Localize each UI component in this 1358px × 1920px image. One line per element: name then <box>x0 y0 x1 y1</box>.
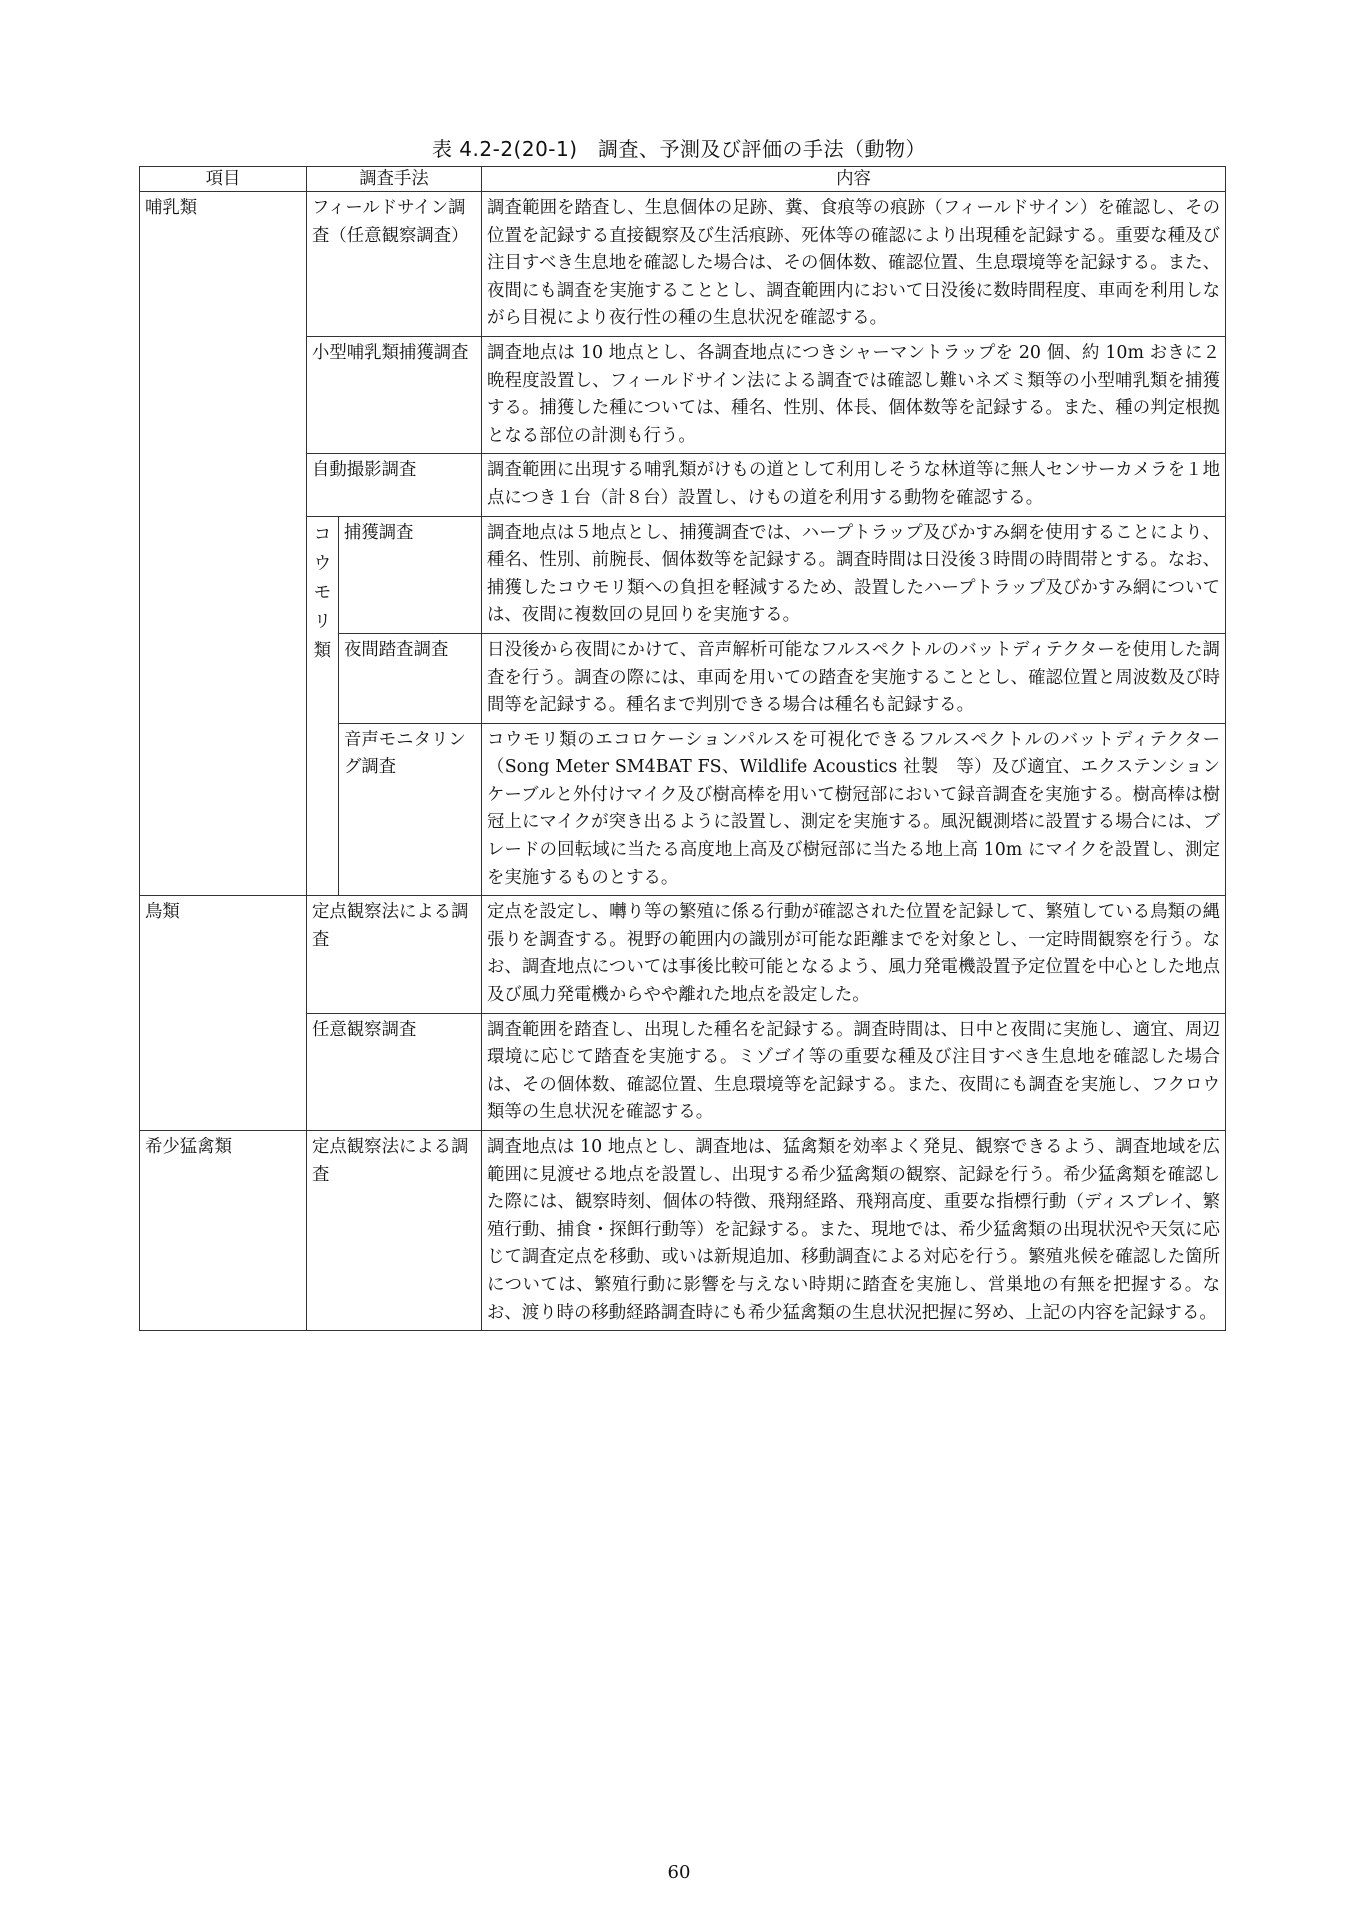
table-row <box>140 1131 1226 1331</box>
header-item: 項目 <box>140 167 307 192</box>
method-cell: 捕獲調査 <box>339 516 482 633</box>
method-cell: 自動撮影調査 <box>307 454 482 516</box>
method-cell: 任意観察調査 <box>307 1013 482 1130</box>
content-cell: 調査地点は５地点とし、捕獲調査では、ハープトラップ及びかすみ網を使用することにより、種名、性別、前腕長、個体数等を記録する。調査時間は日没後３時間の時間帯とする。なお、捕獲したコウモリ類への負担を軽減するため、設置したハープトラップ及びかすみ網については、夜間に複数回の見回りを実施する。 <box>482 516 1226 633</box>
method-cell: 定点観察法による調査 <box>307 896 482 1013</box>
page-number: 60 <box>667 1862 691 1883</box>
content-cell: 日没後から夜間にかけて、音声解析可能なフルスペクトルのバットディテクターを使用した調査を行う。調査の際には、車両を用いての踏査を実施することとし、確認位置と周波数及び時間等を記録する。種名まで判別できる場合は種名も記録する。 <box>482 633 1226 723</box>
header-content: 内容 <box>482 167 1226 192</box>
bat-group-label <box>307 516 339 896</box>
item-mammals: 哺乳類 <box>140 192 307 896</box>
content-cell: コウモリ類のエコロケーションパルスを可視化できるフルスペクトルのバットディテクター（Song Meter SM4BAT FS、Wildlife Acoustics 社製 等）及び適宜、エクステンションケーブルと外付けマイク及び樹高棒を用いて樹冠部において録音調査を実施する。樹高棒は樹冠上にマイクが突き出るように設置し、測定を実施する。風況観測塔に設置する場合には、ブレードの回転域に当たる高度地上高及び樹冠部に当たる地上高 10m にマイクを設置し、測定を実施するものとする。 <box>482 723 1226 896</box>
table-row <box>140 192 1226 337</box>
item-birds: 鳥類 <box>140 896 307 1131</box>
method-cell: 小型哺乳類捕獲調査 <box>307 336 482 453</box>
table-row <box>140 896 1226 1013</box>
method-cell: 音声モニタリング調査 <box>339 723 482 896</box>
header-row <box>140 167 1226 192</box>
header-method: 調査手法 <box>307 167 482 192</box>
method-cell: 定点観察法による調査 <box>307 1131 482 1331</box>
content-cell: 調査範囲に出現する哺乳類がけもの道として利用しそうな林道等に無人センサーカメラを１地点につき１台（計８台）設置し、けもの道を利用する動物を確認する。 <box>482 454 1226 516</box>
content-cell: 調査範囲を踏査し、出現した種名を記録する。調査時間は、日中と夜間に実施し、適宜、周辺環境に応じて踏査を実施する。ミゾゴイ等の重要な種及び注目すべき生息地を確認した場合は、その個体数、確認位置、生息環境等を記録する。また、夜間にも調査を実施し、フクロウ類等の生息状況を確認する。 <box>482 1013 1226 1130</box>
bat-group-text: コウモリ類 <box>313 524 332 661</box>
table-title: 表 4.2-2(20-1) 調査、予測及び評価の手法（動物） <box>431 137 927 161</box>
method-cell: フィールドサイン調査（任意観察調査） <box>307 192 482 337</box>
methods-table <box>139 166 1226 1331</box>
item-raptors: 希少猛禽類 <box>140 1131 307 1331</box>
content-cell: 調査地点は 10 地点とし、調査地は、猛禽類を効率よく発見、観察できるよう、調査地域を広範囲に見渡せる地点を設置し、出現する希少猛禽類の観察、記録を行う。希少猛禽類を確認した際には、観察時刻、個体の特徴、飛翔経路、飛翔高度、重要な指標行動（ディスプレイ、繁殖行動、捕食・探餌行動等）を記録する。また、現地では、希少猛禽類の出現状況や天気に応じて調査定点を移動、或いは新規追加、移動調査による対応を行う。繁殖兆候を確認した箇所については、繁殖行動に影響を与えない時期に踏査を実施し、営巣地の有無を把握する。なお、渡り時の移動経路調査時にも希少猛禽類の生息状況把握に努め、上記の内容を記録する。 <box>482 1131 1226 1331</box>
method-cell: 夜間踏査調査 <box>339 633 482 723</box>
content-cell: 調査地点は 10 地点とし、各調査地点につきシャーマントラップを 20 個、約 10m おきに２晩程度設置し、フィールドサイン法による調査では確認し難いネズミ類等の小型哺乳類を捕獲する。捕獲した種については、種名、性別、体長、個体数等を記録する。また、種の判定根拠となる部位の計測も行う。 <box>482 336 1226 453</box>
content-cell: 定点を設定し、囀り等の繁殖に係る行動が確認された位置を記録して、繁殖している鳥類の縄張りを調査する。視野の範囲内の識別が可能な距離までを対象とし、一定時間観察を行う。なお、調査地点については事後比較可能となるよう、風力発電機設置予定位置を中心とした地点及び風力発電機からやや離れた地点を設定した。 <box>482 896 1226 1013</box>
content-cell: 調査範囲を踏査し、生息個体の足跡、糞、食痕等の痕跡（フィールドサイン）を確認し、その位置を記録する直接観察及び生活痕跡、死体等の確認により出現種を記録する。重要な種及び注目すべき生息地を確認した場合は、その個体数、確認位置、生息環境等を記録する。また、夜間にも調査を実施することとし、調査範囲内において日没後に数時間程度、車両を利用しながら目視により夜行性の種の生息状況を確認する。 <box>482 192 1226 337</box>
